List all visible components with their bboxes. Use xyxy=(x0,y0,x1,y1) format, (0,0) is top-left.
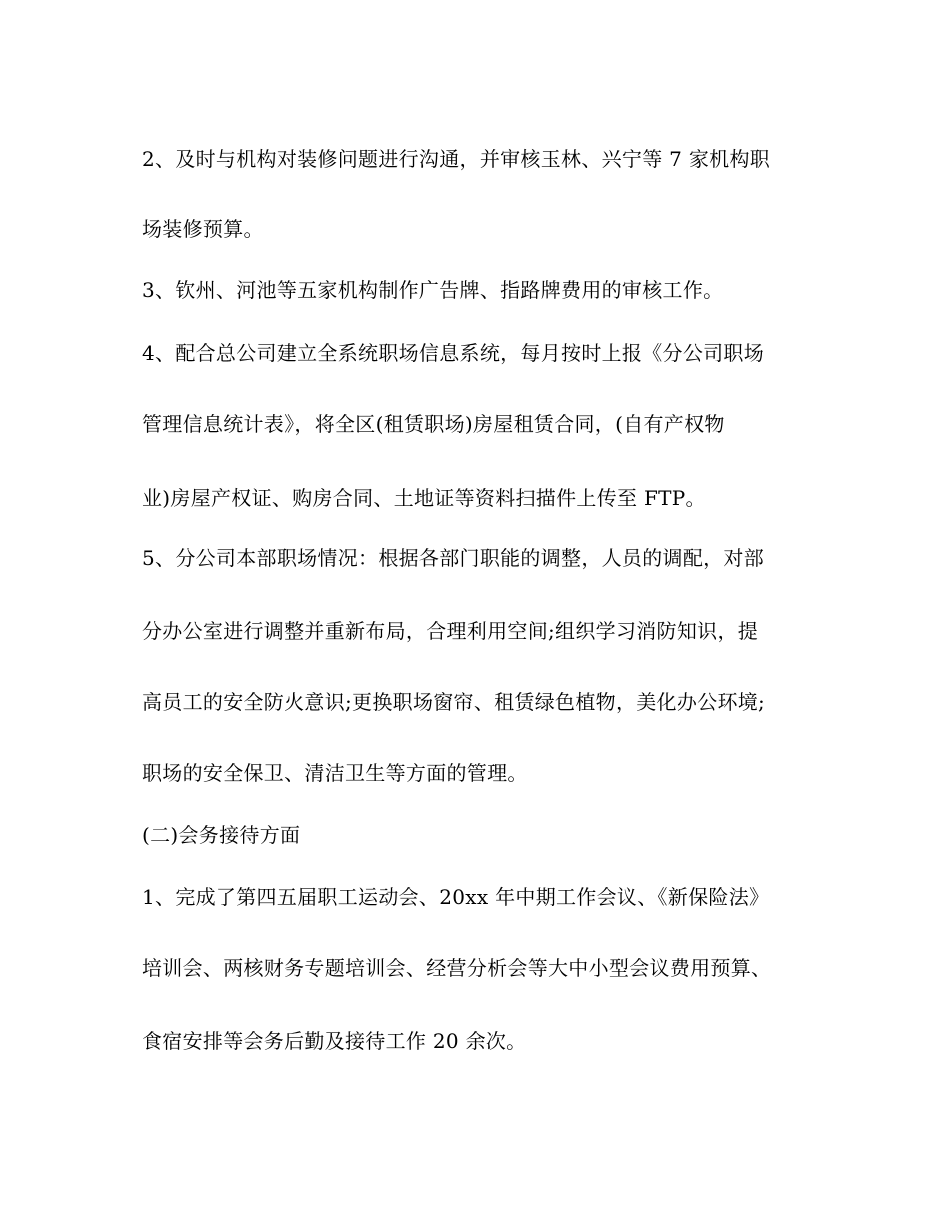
paragraph-line: 职场的安全保卫、清洁卫生等方面的管理。 xyxy=(142,761,528,785)
paragraph-line: 2、及时与机构对装修问题进行沟通，并审核玉林、兴宁等 7 家机构职 xyxy=(142,147,771,171)
paragraph-line: 管理信息统计表》，将全区(租赁职场)房屋租赁合同，(自有产权物 xyxy=(142,412,725,436)
paragraph-line: 培训会、两核财务专题培训会、经营分析会等大中小型会议费用预算、 xyxy=(142,956,772,980)
paragraph-line: 高员工的安全防火意识;更换职场窗帘、租赁绿色植物，美化办公环境; xyxy=(142,690,766,714)
paragraph-line: 分办公室进行调整并重新布局，合理利用空间;组织学习消防知识，提 xyxy=(142,619,759,643)
paragraph-line: 4、配合总公司建立全系统职场信息系统，每月按时上报《分公司职场 xyxy=(142,341,765,365)
paragraph-line: 场装修预算。 xyxy=(142,217,264,241)
paragraph-line: 1、完成了第四五届职工运动会、20xx 年中期工作会议、《新保险法》 xyxy=(142,885,770,909)
paragraph-line: 业)房屋产权证、购房合同、土地证等资料扫描件上传至 FTP。 xyxy=(142,486,706,510)
paragraph-line: 5、分公司本部职场情况：根据各部门职能的调整，人员的调配，对部 xyxy=(142,546,765,570)
section-heading: (二)会务接待方面 xyxy=(142,823,301,847)
paragraph-line: 3、钦州、河池等五家机构制作广告牌、指路牌费用的审核工作。 xyxy=(142,278,724,302)
paragraph-line: 食宿安排等会务后勤及接待工作 20 余次。 xyxy=(142,1029,527,1053)
